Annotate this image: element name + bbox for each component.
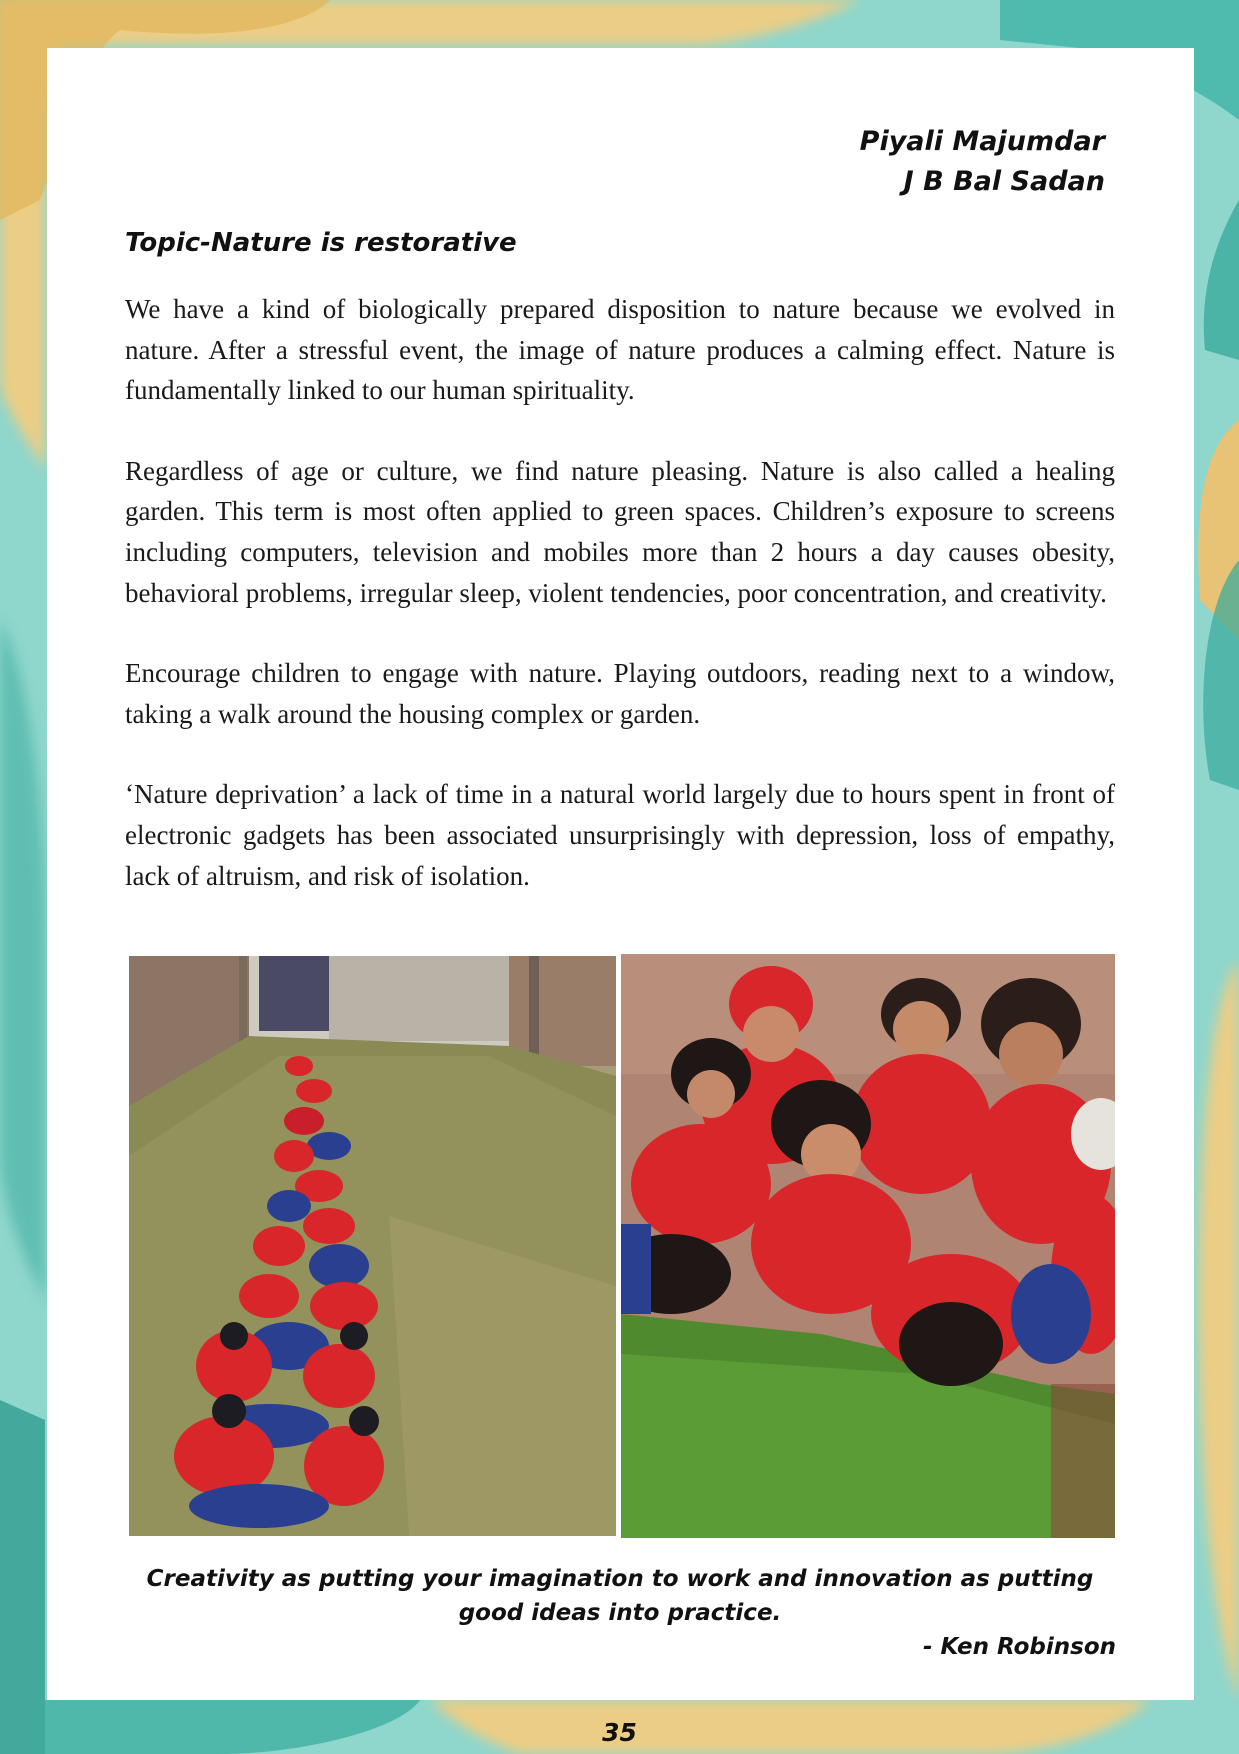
author-school: J B Bal Sadan [903, 166, 1105, 197]
paragraph: Encourage children to engage with nature. Playing outdoors, reading next to a window, taking a walk around the housing complex or garden. [125, 658, 1115, 729]
topic-heading: Topic-Nature is restorative [125, 228, 517, 258]
paragraph: We have a kind of biologically prepared disposition to nature because we evolved in nature. After a stressful event, the image of nature produces a calming effect. Nature is fundamentally linked to our human spirituality. [125, 294, 1115, 406]
page-sheet [47, 48, 1194, 1700]
photo-children-on-lawn [129, 956, 616, 1536]
page-number: 35 [602, 1718, 637, 1747]
photo-collage [129, 954, 1115, 1538]
closing-quote: Creativity as putting your imagination to work and innovation as putting good ideas into practice. [146, 1566, 1094, 1626]
quote-attribution: - Ken Robinson [922, 1634, 1116, 1660]
author-name: Piyali Majumdar [859, 126, 1105, 157]
paragraph: ‘Nature deprivation’ a lack of time in a natural world largely due to hours spent in front of electronic gadgets has been associated unsurprisingly with depression, loss of empathy, lack of altruism, and risk of isolation. [125, 779, 1115, 891]
article-body [125, 289, 1115, 936]
photo-children-with-plants [621, 954, 1115, 1538]
paragraph: Regardless of age or culture, we find nature pleasing. Nature is also called a healing garden. This term is most often applied to green spaces. Children’s exposure to screens including computers, television and mobiles more than 2 hours a day causes obesity, behavioral problems, irregular sleep, violent tendencies, poor concentration, and creativity. [125, 455, 1115, 608]
author-block [860, 122, 1105, 202]
